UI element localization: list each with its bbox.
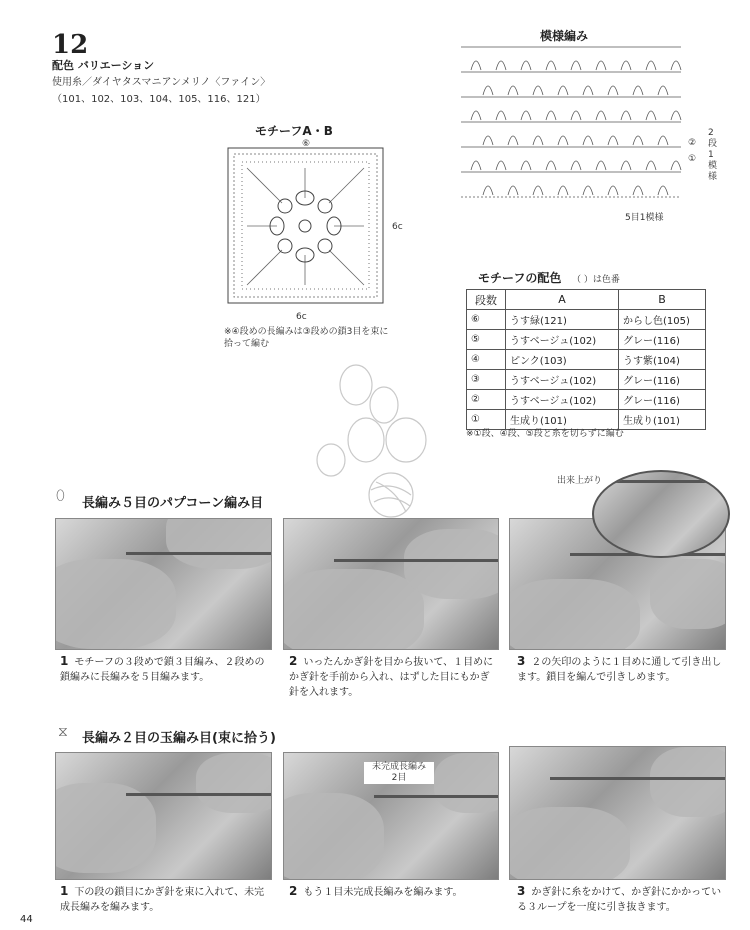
col-header-a: A (506, 290, 619, 310)
pattern-subtitle: 配色 バリエーション (52, 59, 155, 72)
step2-caption-1: 1 下の段の鎖目にかぎ針を束に入れて、未完成長編みを編みます。 (60, 884, 265, 913)
motif-chart-drawing (222, 138, 392, 308)
step1-photo-2 (283, 518, 499, 650)
table-row: ⑥ うす緑(121) からし色(105) (467, 310, 706, 330)
step2-photo-1 (55, 752, 272, 880)
stitch-pattern-bottom-label: 5目1模様 (625, 213, 664, 223)
page-number: 44 (20, 914, 33, 925)
motif-title: モチーフA・B (255, 124, 333, 138)
color-table-note: ※①段、④段、⑤段と糸を切らずに編む (466, 429, 624, 439)
table-row: ① 生成り(101) 生成り(101) (467, 410, 706, 430)
stitch-pattern-title: 模様編み (540, 29, 589, 43)
step1-photo-1 (55, 518, 272, 650)
unfinished-callout: 未完成長編み 2目 (364, 762, 434, 784)
col-header-b: B (619, 290, 706, 310)
step1-caption-1: 1 モチーフの３段めで鎖３目編み、２段めの鎖編みに長編みを５目編みます。 (60, 654, 265, 683)
stitch-pattern-chart (456, 42, 686, 208)
color-table (466, 289, 706, 430)
popcorn-symbol-icon: ⬯ (56, 488, 65, 504)
motif-height-label: 6c (392, 222, 403, 232)
motif-chart (222, 138, 392, 308)
col-header-rows: 段数 (467, 290, 506, 310)
repeat-label: 2段1模様 (708, 128, 718, 182)
motif-note: ※④段めの長編みは③段めの鎖3目を束に拾って編む (224, 327, 389, 349)
color-table-note-title: （ ）は色番 (572, 275, 620, 285)
color-table-title: モチーフの配色 (478, 271, 562, 285)
cluster-symbol-icon: ⧖ (58, 724, 68, 740)
table-row: ④ ピンク(103) うす紫(104) (467, 350, 706, 370)
cactus-yarn-illustration (306, 360, 446, 520)
finished-callout: 出来上がり (557, 476, 603, 486)
step1-caption-3: 3 ２の矢印のように１目めに通して引き出します。鎖目を編んで引きしめます。 (517, 654, 722, 683)
step1-caption-2: 2 いったんかぎ針を目から抜いて、１目めにかぎ針を手前から入れ、はずした目にもかぎ針を入れます。 (289, 654, 494, 698)
section1-title: 長編み５目のパプコーン編み目 (82, 496, 264, 511)
row-label-1: ① (688, 154, 697, 164)
table-row: ⑤ うすベージュ(102) グレー(116) (467, 330, 706, 350)
pattern-number: 12 (52, 30, 89, 60)
motif-width-label: 6c (296, 312, 307, 322)
color-numbers: （101、102、103、104、105、116、121） (52, 94, 266, 105)
row-label-2: ② (688, 138, 697, 148)
motif-center-mark: ⑥ (302, 139, 311, 149)
section2-title: 長編み２目の玉編み目(束に拾う) (82, 731, 276, 746)
finished-inset-photo (592, 470, 730, 558)
table-row: ② うすベージュ(102) グレー(116) (467, 390, 706, 410)
yarn-info: 使用糸／ダイヤタスマニアンメリノ〈ファイン〉 (52, 77, 271, 88)
step2-caption-2: 2 もう１目未完成長編みを編みます。 (289, 884, 463, 898)
step2-photo-3 (509, 746, 726, 880)
step2-caption-3: 3 かぎ針に糸をかけて、かぎ針にかかっている３ループを一度に引き抜きます。 (517, 884, 722, 913)
table-row: ③ うすベージュ(102) グレー(116) (467, 370, 706, 390)
